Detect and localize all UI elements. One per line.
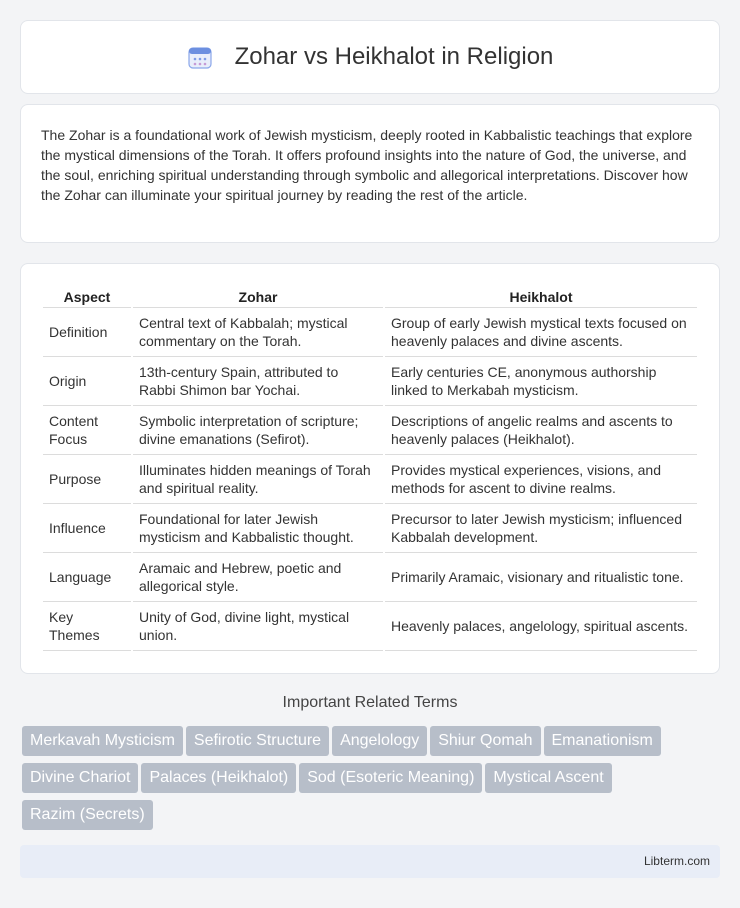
table-row [43,602,697,651]
table-row [43,553,697,602]
related-term-tag[interactable]: Angelology [332,726,427,756]
cell-zohar: Foundational for later Jewish mysticism and Kabbalistic thought. [133,504,383,553]
table-row [43,357,697,406]
table-row [43,406,697,455]
header-aspect: Aspect [43,284,131,308]
cell-aspect: Definition [43,308,131,357]
cell-aspect: Influence [43,504,131,553]
cell-heikhalot: Provides mystical experiences, visions, and methods for ascent to divine realms. [385,455,697,504]
related-term-tag[interactable]: Divine Chariot [22,763,138,793]
table-row [43,308,697,357]
footer-site-link[interactable]: Libterm.com [643,854,710,868]
header-heikhalot: Heikhalot [385,284,697,308]
comparison-table-card [20,263,720,674]
cell-aspect: Key Themes [43,602,131,651]
related-term-tag[interactable]: Shiur Qomah [430,726,540,756]
cell-zohar: Central text of Kabbalah; mystical commentary on the Torah. [133,308,383,357]
cell-heikhalot: Precursor to later Jewish mysticism; influenced Kabbalah development. [385,504,697,553]
related-term-tag[interactable]: Razim (Secrets) [22,800,153,830]
related-terms-list [22,726,722,837]
related-term-tag[interactable]: Mystical Ascent [485,763,611,793]
table-row [43,455,697,504]
intro-text: The Zohar is a foundational work of Jewish mysticism, deeply rooted in Kabbalistic teachings that explore the mystical dimensions of the Torah. It offers profound insights into the nature of God, the universe, and the soul, enriching spiritual understanding through symbolic and allegorical interpretations. Discover how the Zohar can illuminate your spiritual journey by reading the rest of the article. [41,127,693,203]
related-term-tag[interactable]: Palaces (Heikhalot) [141,763,296,793]
related-terms-title: Important Related Terms [282,694,458,711]
cell-aspect: Origin [43,357,131,406]
cell-aspect: Content Focus [43,406,131,455]
cell-heikhalot: Heavenly palaces, angelology, spiritual ascents. [385,602,697,651]
cell-heikhalot: Early centuries CE, anonymous authorship linked to Merkabah mysticism. [385,357,697,406]
intro-card [20,104,720,243]
cell-aspect: Language [43,553,131,602]
related-term-tag[interactable]: Sod (Esoteric Meaning) [299,763,482,793]
cell-zohar: Illuminates hidden meanings of Torah and spiritual reality. [133,455,383,504]
related-term-tag[interactable]: Sefirotic Structure [186,726,329,756]
calendar-icon [187,44,213,70]
cell-zohar: 13th-century Spain, attributed to Rabbi Shimon bar Yochai. [133,357,383,406]
related-term-tag[interactable]: Emanationism [544,726,661,756]
comparison-table [41,284,699,651]
related-term-tag[interactable]: Merkavah Mysticism [22,726,183,756]
page-title: Zohar vs Heikhalot in Religion [234,43,554,70]
footer [20,845,720,878]
cell-heikhalot: Primarily Aramaic, visionary and ritualistic tone. [385,553,697,602]
cell-zohar: Aramaic and Hebrew, poetic and allegorical style. [133,553,383,602]
table-row [43,504,697,553]
table-header-row [43,284,697,308]
cell-heikhalot: Descriptions of angelic realms and ascents to heavenly palaces (Heikhalot). [385,406,697,455]
cell-zohar: Symbolic interpretation of scripture; divine emanations (Sefirot). [133,406,383,455]
header-zohar: Zohar [133,284,383,308]
cell-heikhalot: Group of early Jewish mystical texts focused on heavenly palaces and divine ascents. [385,308,697,357]
title-card [20,20,720,94]
cell-aspect: Purpose [43,455,131,504]
cell-zohar: Unity of God, divine light, mystical union. [133,602,383,651]
